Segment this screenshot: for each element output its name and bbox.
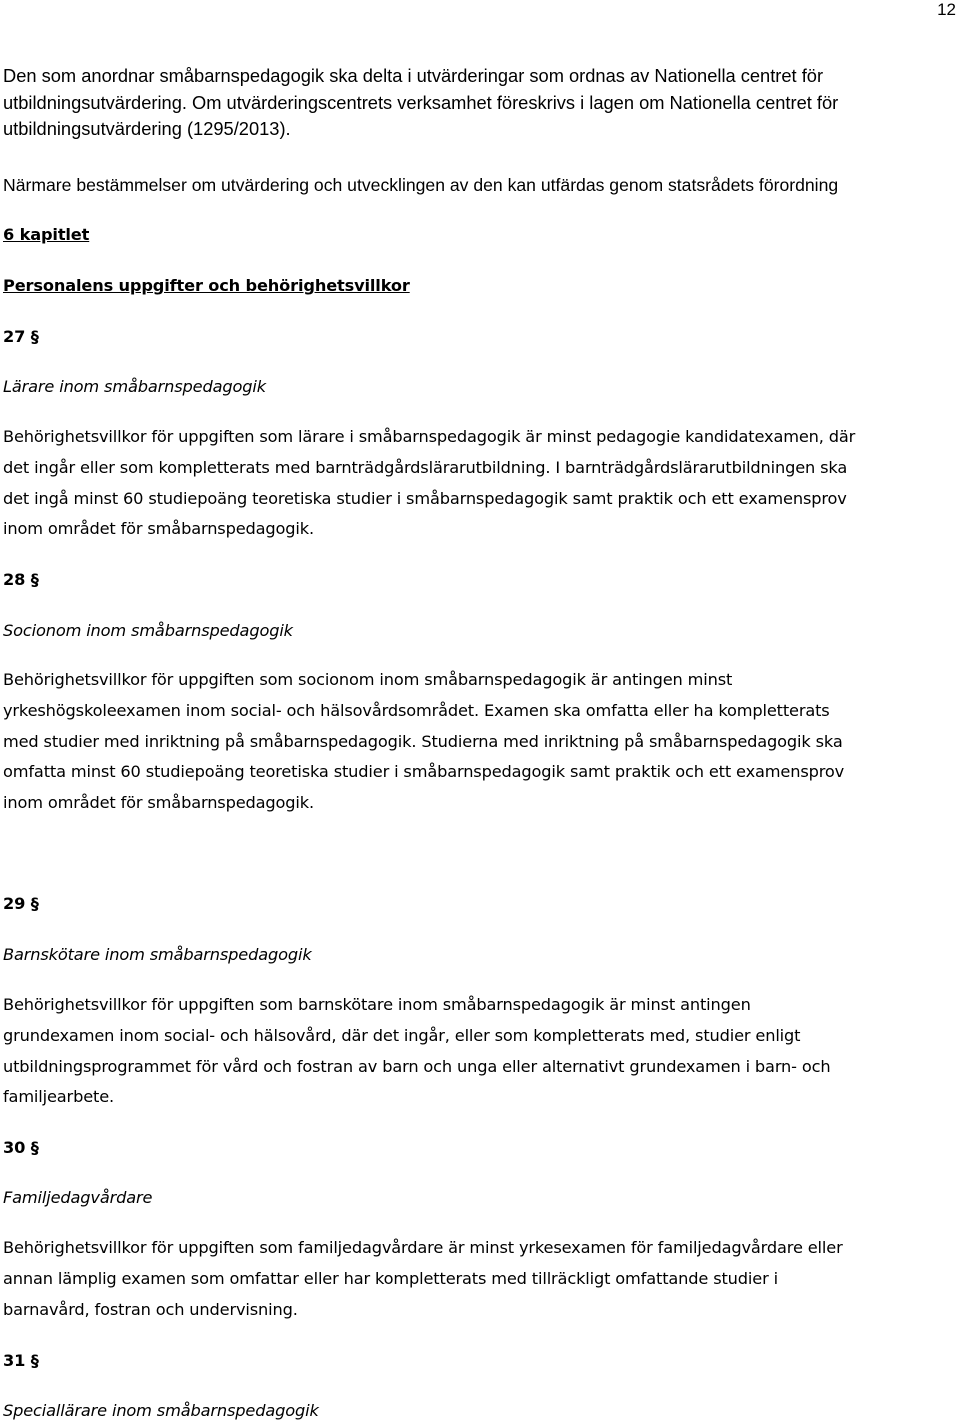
body-line: Behörighetsvillkor för uppgiften som familjedagvårdare är minst yrkesexamen för familjedagvårdare eller [3, 1238, 843, 1257]
section-number-30: 30 § [3, 1138, 39, 1157]
body-line: utbildningsprogrammet för vård och fostran av barn och unga eller alternativt grundexamen i barn- och [3, 1056, 831, 1076]
intro-line: utbildningsutvärdering (1295/2013). [3, 118, 291, 139]
section-title-30: Familjedagvårdare [3, 1188, 153, 1207]
chapter-subtitle: Personalens uppgifter och behörighetsvillkor [3, 276, 410, 295]
section-title-29: Barnskötare inom småbarnspedagogik [3, 945, 312, 964]
body-line: barnavård, fostran och undervisning. [3, 1299, 298, 1319]
section-number-29: 29 § [3, 894, 39, 913]
section-title-31: Speciallärare inom småbarnspedagogik [3, 1401, 319, 1420]
body-line: grundexamen inom social- och hälsovård, där det ingår, eller som kompletterats med, studier enligt [3, 1025, 801, 1045]
body-line: med studier med inriktning på småbarnspedagogik. Studierna med inriktning på småbarnspedagogik ska [3, 731, 843, 751]
section-title-28: Socionom inom småbarnspedagogik [3, 621, 293, 640]
intro-line: Den som anordnar småbarnspedagogik ska delta i utvärderingar som ordnas av Nationella centret för [3, 65, 824, 86]
page-number: 12 [937, 0, 956, 19]
section-number-28: 28 § [3, 570, 39, 589]
body-line: inom området för småbarnspedagogik. [3, 519, 314, 539]
section-body-30 [3, 1233, 843, 1325]
intro-closing: Närmare bestämmelser om utvärdering och utvecklingen av den kan utfärdas genom statsrådets förordning [3, 175, 839, 195]
body-line: yrkeshögskoleexamen inom social- och hälsovårdsområdet. Examen ska omfatta eller ha kompletterats [3, 700, 830, 720]
intro-line: utbildningsutvärdering. Om utvärderingscentrets verksamhet föreskrivs i lagen om Nationella centret för [3, 91, 839, 113]
intro-paragraph [3, 63, 838, 143]
body-line: inom området för småbarnspedagogik. [3, 793, 314, 813]
section-body-29 [3, 990, 830, 1113]
body-line: det ingår eller som kompletterats med barnträdgårdslärarutbildning. I barnträdgårdslärarutbildningen ska [3, 457, 848, 477]
section-title-27: Lärare inom småbarnspedagogik [3, 377, 266, 396]
body-line: Behörighetsvillkor för uppgiften som socionom inom småbarnspedagogik är antingen minst [3, 670, 733, 689]
body-line: familjearbete. [3, 1087, 114, 1107]
body-line: Behörighetsvillkor för uppgiften som barnskötare inom småbarnspedagogik är minst antingen [3, 995, 751, 1014]
section-body-27 [3, 422, 855, 545]
body-line: annan lämplig examen som omfattar eller har kompletterats med tillräckligt omfattande studier i [3, 1268, 778, 1288]
chapter-title: 6 kapitlet [3, 225, 90, 244]
body-line: omfatta minst 60 studiepoäng teoretiska studier i småbarnspedagogik samt praktik och ett examensprov [3, 762, 845, 782]
body-line: Behörighetsvillkor för uppgiften som lärare i småbarnspedagogik är minst pedagogie kandidatexamen, där [3, 427, 856, 446]
section-number-31: 31 § [3, 1351, 39, 1370]
section-number-27: 27 § [3, 327, 39, 346]
section-body-28 [3, 665, 844, 819]
body-line: det ingå minst 60 studiepoäng teoretiska studier i småbarnspedagogik samt praktik och ett examensprov [3, 488, 847, 508]
